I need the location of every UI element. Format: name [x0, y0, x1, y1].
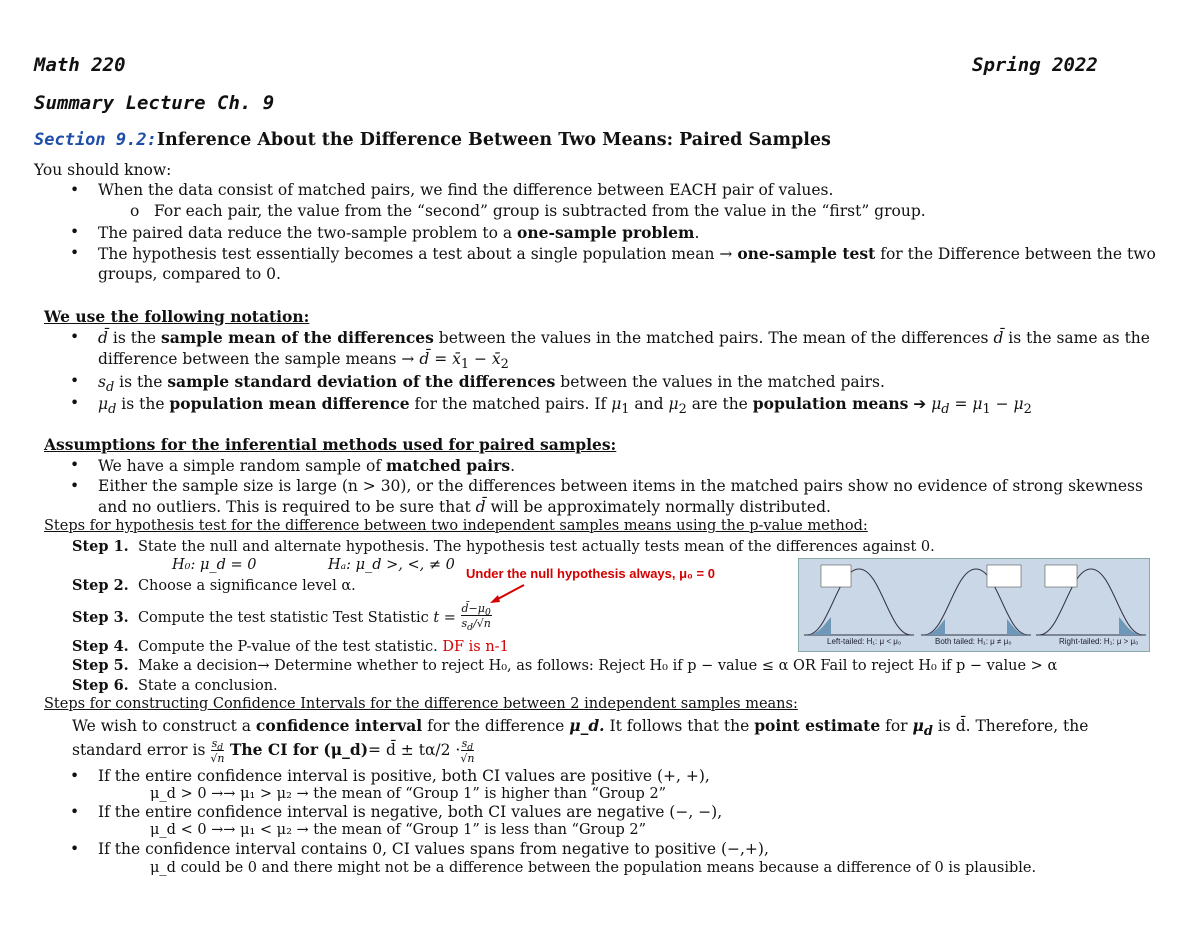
arrow-icon	[488, 583, 528, 605]
notation-item-dbar-cont: difference between the sample means → d̄ = $x̄_1$ − $x̄_2$	[98, 350, 509, 373]
step-5: Step 5. Make a decision→ Determine whether to reject H₀, as follows: Reject H₀ if p − value ≤ α OR Fail to reject H₀ if p − value > α	[72, 657, 1058, 674]
term-label: Spring 2022	[972, 54, 1098, 76]
null-note: Under the null hypothesis always, μ₀ = 0	[466, 566, 715, 581]
know-sub-bullet: o For each pair, the value from the “second” group is subtracted from the value in the “first” group.	[154, 202, 926, 220]
ci-positive-detail: μ_d > 0 →→ μ₁ > μ₂ → the mean of “Group 1” is higher than “Group 2”	[150, 786, 667, 802]
notation-item-mud: • $\mu_d$ is the population mean difference for the matched pairs. If $\mu_1$ and $\mu_2$ are the population means ➔ $\mu_d = \mu_1 - \mu_2$	[98, 394, 1032, 417]
course-title: Math 220	[34, 54, 126, 76]
step-6: Step 6. State a conclusion.	[72, 677, 278, 694]
caption-both: Both tailed: H₁: μ ≠ μ₀	[935, 637, 1012, 646]
ci-contains-zero-detail: μ_d could be 0 and there might not be a difference between the population means because a difference of 0 is plausible.	[150, 860, 1037, 876]
notation-item-sd: • $s_d$ is the sample standard deviation of the differences between the values in the matched pairs.	[98, 372, 885, 395]
assumptions-heading: Assumptions for the inferential methods used for paired samples:	[44, 435, 617, 454]
assumption-1: • We have a simple random sample of matched pairs.	[98, 456, 515, 475]
step-4: Step 4. Compute the P-value of the test statistic. DF is n-1	[72, 638, 509, 655]
notation-item-dbar: • d̄ is the sample mean of the differences between the values in the matched pairs. The mean of the differences d̄ is the same as the	[98, 328, 1150, 347]
section-heading	[34, 130, 831, 150]
ci-line-1: We wish to construct a confidence interval for the difference μ_d. It follows that the point estimate for $\mu_d$ is d̄. Therefore, the	[72, 716, 1089, 740]
ci-negative: • If the entire confidence interval is negative, both CI values are negative (−, −),	[98, 803, 722, 821]
assumption-2-cont: and no outliers. This is required to be sure that d̄ will be approximately normally distributed.	[98, 498, 831, 516]
lecture-subtitle: Summary Lecture Ch. 9	[34, 92, 275, 114]
caption-right: Right-tailed: H₁: μ > μ₀	[1059, 637, 1139, 646]
ci-heading: Steps for constructing Confidence Intervals for the difference between 2 independent samples means:	[44, 696, 798, 712]
alt-hypothesis: Hₐ: μ_d >, <, ≠ 0	[328, 557, 455, 573]
steps-heading: Steps for hypothesis test for the difference between two independent samples means using the p-value method:	[44, 518, 868, 534]
caption-left: Left-tailed: H₁: μ < μ₀	[827, 637, 902, 646]
assumption-2: • Either the sample size is large (n > 30), or the differences between items in the matched pairs show no evidence of strong skewness	[98, 477, 1143, 495]
ci-positive: • If the entire confidence interval is positive, both CI values are positive (+, +),	[98, 767, 710, 785]
ci-negative-detail: μ_d < 0 →→ μ₁ < μ₂ → the mean of “Group 1” is less than “Group 2”	[150, 822, 647, 838]
know-bullet-1: • When the data consist of matched pairs, we find the difference between EACH pair of values.	[98, 181, 833, 199]
section-label: Section 9.2:	[34, 130, 157, 150]
step-3: Step 3. Compute the test statistic Test Statistic $t = \frac{d̄-\mu_0}{s_d/√n}$	[72, 602, 491, 634]
ci-contains-zero: • If the confidence interval contains 0, CI values spans from negative to positive (−,+),	[98, 840, 769, 858]
know-bullet-3: • The hypothesis test essentially becomes a test about a single population mean → one-sample test for the Difference between the two	[98, 244, 1156, 263]
step-2: Step 2. Choose a significance level α.	[72, 577, 356, 594]
notation-heading: We use the following notation:	[44, 307, 310, 326]
step-1: Step 1. State the null and alternate hypothesis. The hypothesis test actually tests mean of the differences against 0.	[72, 538, 935, 555]
section-title: Inference About the Difference Between Two Means: Paired Samples	[156, 130, 831, 150]
know-intro: You should know:	[34, 161, 172, 179]
know-bullet-2: • The paired data reduce the two-sample problem to a one-sample problem.	[98, 223, 699, 242]
tail-figure	[798, 558, 1150, 652]
ci-line-2: standard error is $\frac{s_d}{√n}$ The CI for (μ_d)= d̄ ± $t\alpha/2 \cdot\frac{s_d}{√n}$	[72, 737, 475, 766]
know-bullet-3-cont: groups, compared to 0.	[98, 265, 281, 283]
null-hypothesis: H₀: μ_d = 0	[172, 557, 257, 573]
